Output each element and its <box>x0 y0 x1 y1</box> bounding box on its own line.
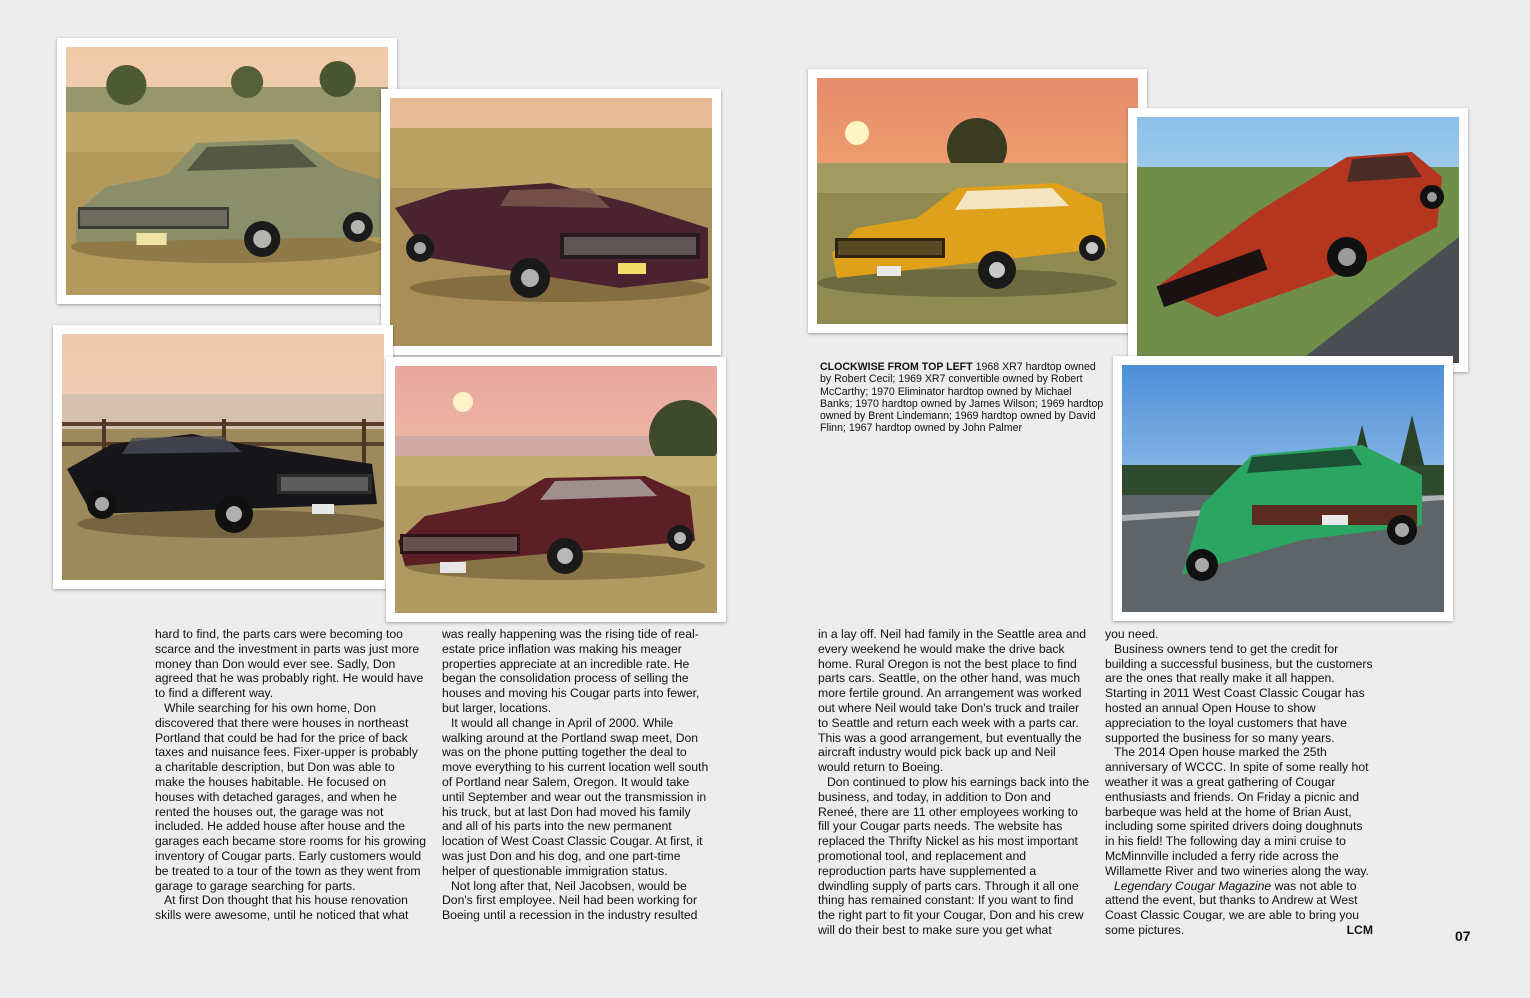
car-image <box>395 366 717 613</box>
paragraph: in a lay off. Neil had family in the Seattle area and every weekend he would make the drive back home. Rural Oregon is not the best place to find parts cars. Seattle, on the other hand, was much more fertile ground. An arrangement was worked out where Neil would take Don's truck and trailer to Seattle and return each week with a parts car. This was a good arrangement, but eventually the aircraft industry would pick back up and Neil would return to Boeing. <box>818 627 1087 775</box>
car-image <box>390 98 712 346</box>
paragraph: Don continued to plow his earnings back into the business, and today, in addition to Don and Reneé, there are 11 other employees working to fill your Cougar parts needs. The website has replaced the Thrifty Nickel as his most important promotional tool, and replacement and reproduction parts have supplemented a dwindling supply of parts cars. Through it all one thing has remained constant: If you want to find the right part to fit your Cougar, Don and his crew will do their best to make sure you get what <box>818 774 1090 937</box>
photo-frame <box>1128 108 1468 372</box>
car-photo-1970-eliminator <box>817 78 1138 324</box>
car-image <box>1137 117 1459 363</box>
car-photo-1969-xr7-convertible <box>390 98 712 346</box>
car-image <box>66 47 388 295</box>
paragraph: you need. <box>1105 627 1159 641</box>
magazine-title: Legendary Cougar Magazine <box>1114 878 1272 893</box>
photo-frame <box>57 38 397 304</box>
photo-frame <box>1113 356 1453 621</box>
car-image <box>817 78 1138 324</box>
caption-text: 1968 XR7 hardtop owned by Robert Cecil; 1969 XR7 convertible owned by Robert McCarthy; 1970 Eliminator hardtop owned by Michael Banks; 1970 hardtop owned by James Wilson; 1969 hardtop owned by Brent Lindemann; 1969 hardtop owned by David Flinn; 1967 hardtop owned by John Palmer <box>820 361 1104 435</box>
article-column-4 <box>1105 627 1373 938</box>
car-image <box>62 334 384 580</box>
article-column-3 <box>818 627 1090 938</box>
photo-frame <box>386 357 726 622</box>
signature: LCM <box>1346 922 1373 937</box>
page-number: 07 <box>1455 928 1471 944</box>
car-photo-1968-xr7 <box>66 47 388 295</box>
paragraph: The 2014 Open house marked the 25th anniversary of WCCC. In spite of some really hot weather it was a great gathering of Cougar enthusiasts and friends. On Friday a picnic and barbeque was held at the home of Brian Aust, including some spirited drivers doing doughnuts in his field! The following day a mini cruise to McMinnville included a ferry ride across the Willamette River and two wineries along the way. <box>1105 745 1369 878</box>
car-photo-1967-hardtop <box>62 334 384 580</box>
paragraph: was really happening was the rising tide of real-estate price inflation was making his meager properties appreciate at an incredible rate. He began the consolidation process of selling the houses and moving his Cougar parts into fewer, but larger, locations. <box>442 627 700 715</box>
car-image <box>1122 365 1444 612</box>
car-photo-1970-hardtop <box>1137 117 1459 363</box>
article-column-2 <box>442 627 714 923</box>
paragraph: hard to find, the parts cars were becoming too scarce and the investment in parts was just more money than Don would ever see. Sadly, Don agreed that he was probably right. He would have to find a different way. <box>155 627 424 701</box>
paragraph: Business owners tend to get the credit for building a successful business, but the customers are the ones that really make it all happen. Starting in 2011 West Coast Classic Cougar has hosted an annual Open House to show appreciation to the loyal customers that have supported the business for so many years. <box>1105 641 1373 745</box>
photo-frame <box>808 69 1147 333</box>
paragraph <box>1105 879 1373 938</box>
article-column-1 <box>155 627 427 923</box>
photo-caption <box>820 361 1105 435</box>
photo-frame <box>381 89 721 355</box>
paragraph: While searching for his own home, Don discovered that there were houses in northeast Portland that could be had for the price of back taxes and nuisance fees. Fixer-upper is probably a charitable description, but Don was able to make the houses habitable. He focused on houses with detached garages, and when he rented the houses out, the garage was not included. He added house after house and the garages each became store rooms for his growing inventory of Cougar parts. Early customers would be treated to a tour of the town as they went from garage to garage searching for parts. <box>155 700 426 893</box>
paragraph-text: was not able to attend the event, but thanks to Andrew at West Coast Classic Cougar, we are able to bring you some pictures. <box>1105 878 1360 937</box>
paragraph: At first Don thought that his house renovation skills were awesome, until he noticed that what <box>155 893 409 923</box>
caption-lead: CLOCKWISE FROM TOP LEFT <box>820 361 973 373</box>
car-photo-1969-hardtop <box>395 366 717 613</box>
paragraph: Not long after that, Neil Jacobsen, would be Don's first employee. Neil had been working for Boeing until a recession in the industry resulted <box>442 878 698 923</box>
paragraph: It would all change in April of 2000. While walking around at the Portland swap meet, Don was on the phone putting together the deal to move everything to his current location well south of Portland near Salem, Oregon. It would take until September and wear out the transmission in his truck, but at last Don had moved his family and all of his parts into the new permanent location of West Coast Classic Cougar. At first, it was just Don and his dog, and one part-time helper of questionable immigration status. <box>442 715 709 878</box>
photo-frame <box>53 325 393 589</box>
car-photo-1969-hardtop-green <box>1122 365 1444 612</box>
